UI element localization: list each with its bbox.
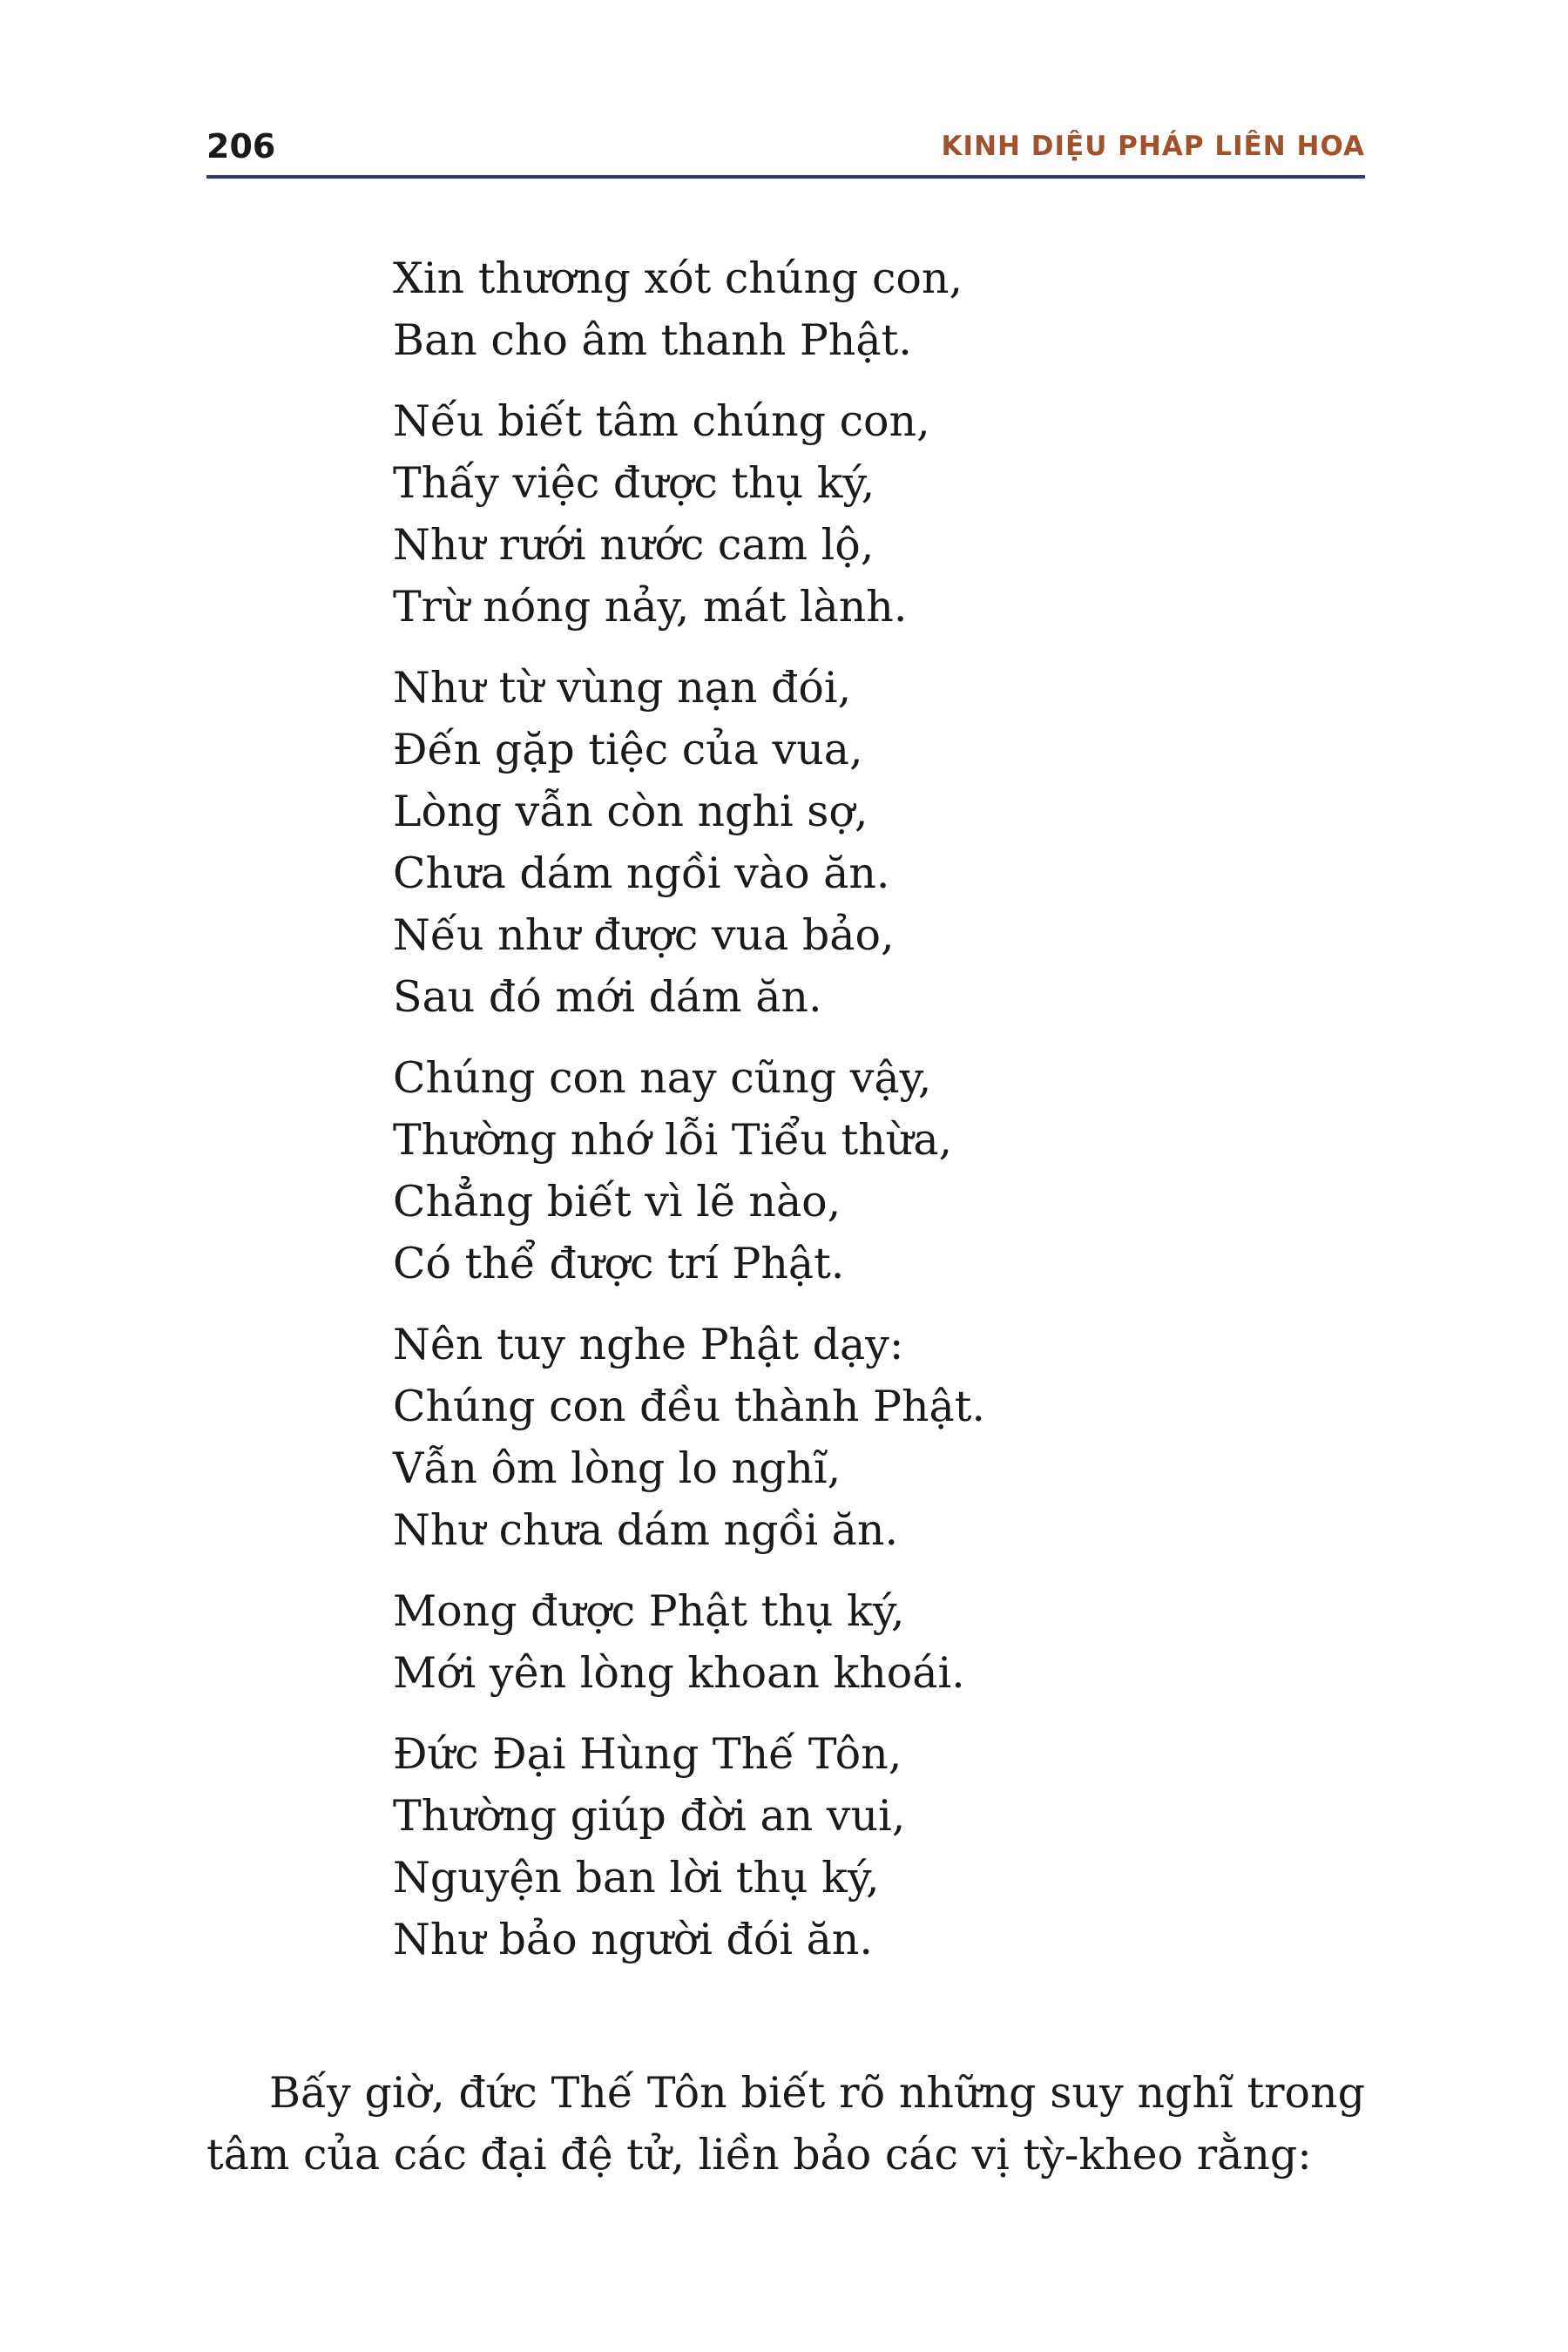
- verse-line: Như chưa dám ngồi ăn.: [393, 1505, 899, 1555]
- header-rule: [206, 175, 1365, 179]
- verse-line: Đức Đại Hùng Thế Tôn,: [393, 1729, 902, 1779]
- verse-line: Vẫn ôm lòng lo nghĩ,: [393, 1443, 841, 1493]
- prose-paragraph: Bấy giờ, đức Thế Tôn biết rõ những suy nghĩ trong tâm của các đại đệ tử, liền bảo các vị tỳ-kheo rằng:: [206, 2068, 1365, 2180]
- verse-line: Ban cho âm thanh Phật.: [393, 315, 912, 365]
- verse-line: Như rưới nước cam lộ,: [393, 520, 875, 570]
- verse-line: Chúng con đều thành Phật.: [393, 1382, 985, 1431]
- page-number: 206: [206, 127, 276, 166]
- verse-line: Nên tuy nghe Phật dạy:: [393, 1320, 904, 1369]
- verse-line: Chẳng biết vì lẽ nào,: [393, 1177, 841, 1227]
- verse-line: Như từ vùng nạn đói,: [393, 663, 852, 713]
- verse-line: Mong được Phật thụ ký,: [393, 1586, 905, 1636]
- verse-line: Nguyện ban lời thụ ký,: [393, 1853, 880, 1903]
- verse-line: Xin thương xót chúng con,: [393, 253, 963, 303]
- verse-line: Nếu biết tâm chúng con,: [393, 396, 930, 446]
- verse-line: Chưa dám ngồi vào ăn.: [393, 848, 890, 898]
- verse-line: Đến gặp tiệc của vua,: [393, 725, 863, 774]
- stanza: [393, 1580, 1351, 1704]
- stanza: [393, 1047, 1351, 1294]
- stanza: [393, 1314, 1351, 1561]
- verse-line: Thường giúp đời an vui,: [393, 1791, 906, 1841]
- stanza: [393, 390, 1351, 638]
- page-header: [206, 120, 1365, 172]
- verse-line: Sau đó mới dám ăn.: [393, 972, 822, 1022]
- verse-line: Lòng vẫn còn nghi sợ,: [393, 787, 868, 836]
- verse-line: Thấy việc được thụ ký,: [393, 458, 875, 508]
- verse-line: Mới yên lòng khoan khoái.: [393, 1648, 965, 1698]
- verse-line: Như bảo người đói ăn.: [393, 1915, 873, 1964]
- running-title: KINH DIỆU PHÁP LIÊN HOA: [941, 131, 1365, 162]
- stanza: [393, 657, 1351, 1028]
- verse-line: Có thể được trí Phật.: [393, 1239, 845, 1288]
- verse-line: Nếu như được vua bảo,: [393, 910, 895, 960]
- verse-line: Trừ nóng nảy, mát lành.: [393, 582, 908, 632]
- verse-line: Chúng con nay cũng vậy,: [393, 1053, 932, 1103]
- verse-line: Thường nhớ lỗi Tiểu thừa,: [393, 1115, 953, 1165]
- verse-block: [393, 247, 1351, 1990]
- stanza: [393, 1723, 1351, 1970]
- stanza: [393, 247, 1351, 371]
